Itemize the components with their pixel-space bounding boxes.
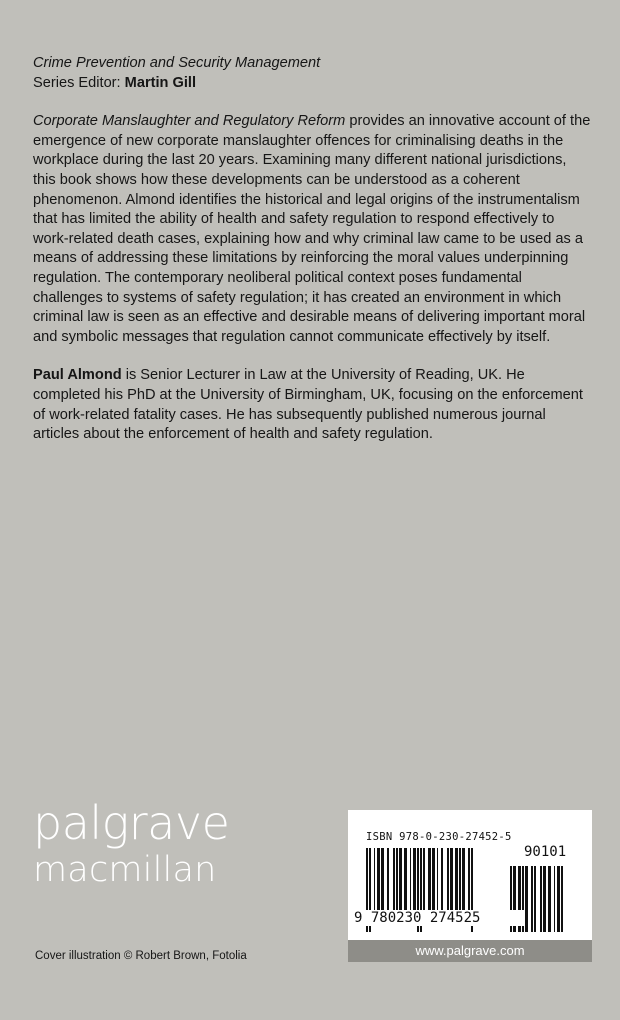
book-description-text: provides an innovative account of the emergence of new corporate manslaughter offences for criminalising deaths in the workplace during the last 20 years. Examining many different national jurisdictions, this book shows how these developments can be understood as a coherent phenomenon. Almond identifies the historical and legal origins of the instrumentalism that has limited the ability of health and safety regulation to respond effectively to work-related death cases, explaining how and why criminal law came to be used as a means of addressing these limitations by reinforcing the moral values underpinning regulation. The contemporary neoliberal political context poses fundamental challenges to systems of safety regulation; it has created an environment in which criminal law is seen as an effective and desirable means of delivering important moral and symbolic messages that regulation cannot communicate effectively by itself. [33, 113, 591, 345]
barcode-bar [540, 866, 542, 932]
barcode-addon-number: 90101 [524, 844, 567, 860]
barcode-bar [525, 866, 528, 932]
series-editor-line [33, 74, 593, 94]
barcode-bar [534, 866, 536, 932]
logo-line-palgrave: palgrave [33, 796, 230, 850]
series-title: Crime Prevention and Security Management [33, 55, 321, 71]
author-name: Paul Almond [33, 367, 122, 384]
barcode-bar [554, 866, 556, 932]
barcode-bar [531, 866, 533, 932]
series-editor-name: Martin Gill [124, 74, 197, 91]
back-cover-text [33, 54, 593, 445]
barcode-bar [548, 866, 551, 932]
book-title: Corporate Manslaughter and Regulatory Reform [33, 113, 346, 130]
publisher-website: www.palgrave.com [348, 940, 592, 962]
book-description [33, 112, 593, 347]
barcode-panel [348, 810, 592, 940]
series-editor-label: Series Editor: [33, 74, 121, 91]
author-bio-text: is Senior Lecturer in Law at the University of Reading, UK. He completed his PhD at the University of Birmingham, UK, focusing on the enforcement of work-related fatality cases. He has subsequently published numerous journal articles about the enforcement of health and safety regulation. [33, 367, 583, 443]
isbn-label: ISBN 978-0-230-27452-5 [366, 831, 512, 843]
barcode-bar [557, 866, 560, 932]
barcode-bar [561, 866, 563, 932]
author-bio [33, 366, 593, 444]
logo-line-macmillan: macmillan [33, 850, 217, 890]
publisher-logo [33, 796, 230, 890]
cover-credit: Cover illustration © Robert Brown, Fotolia [35, 950, 247, 962]
barcode-number: 9 780230 274525 [352, 910, 524, 926]
barcode-bar [543, 866, 546, 932]
